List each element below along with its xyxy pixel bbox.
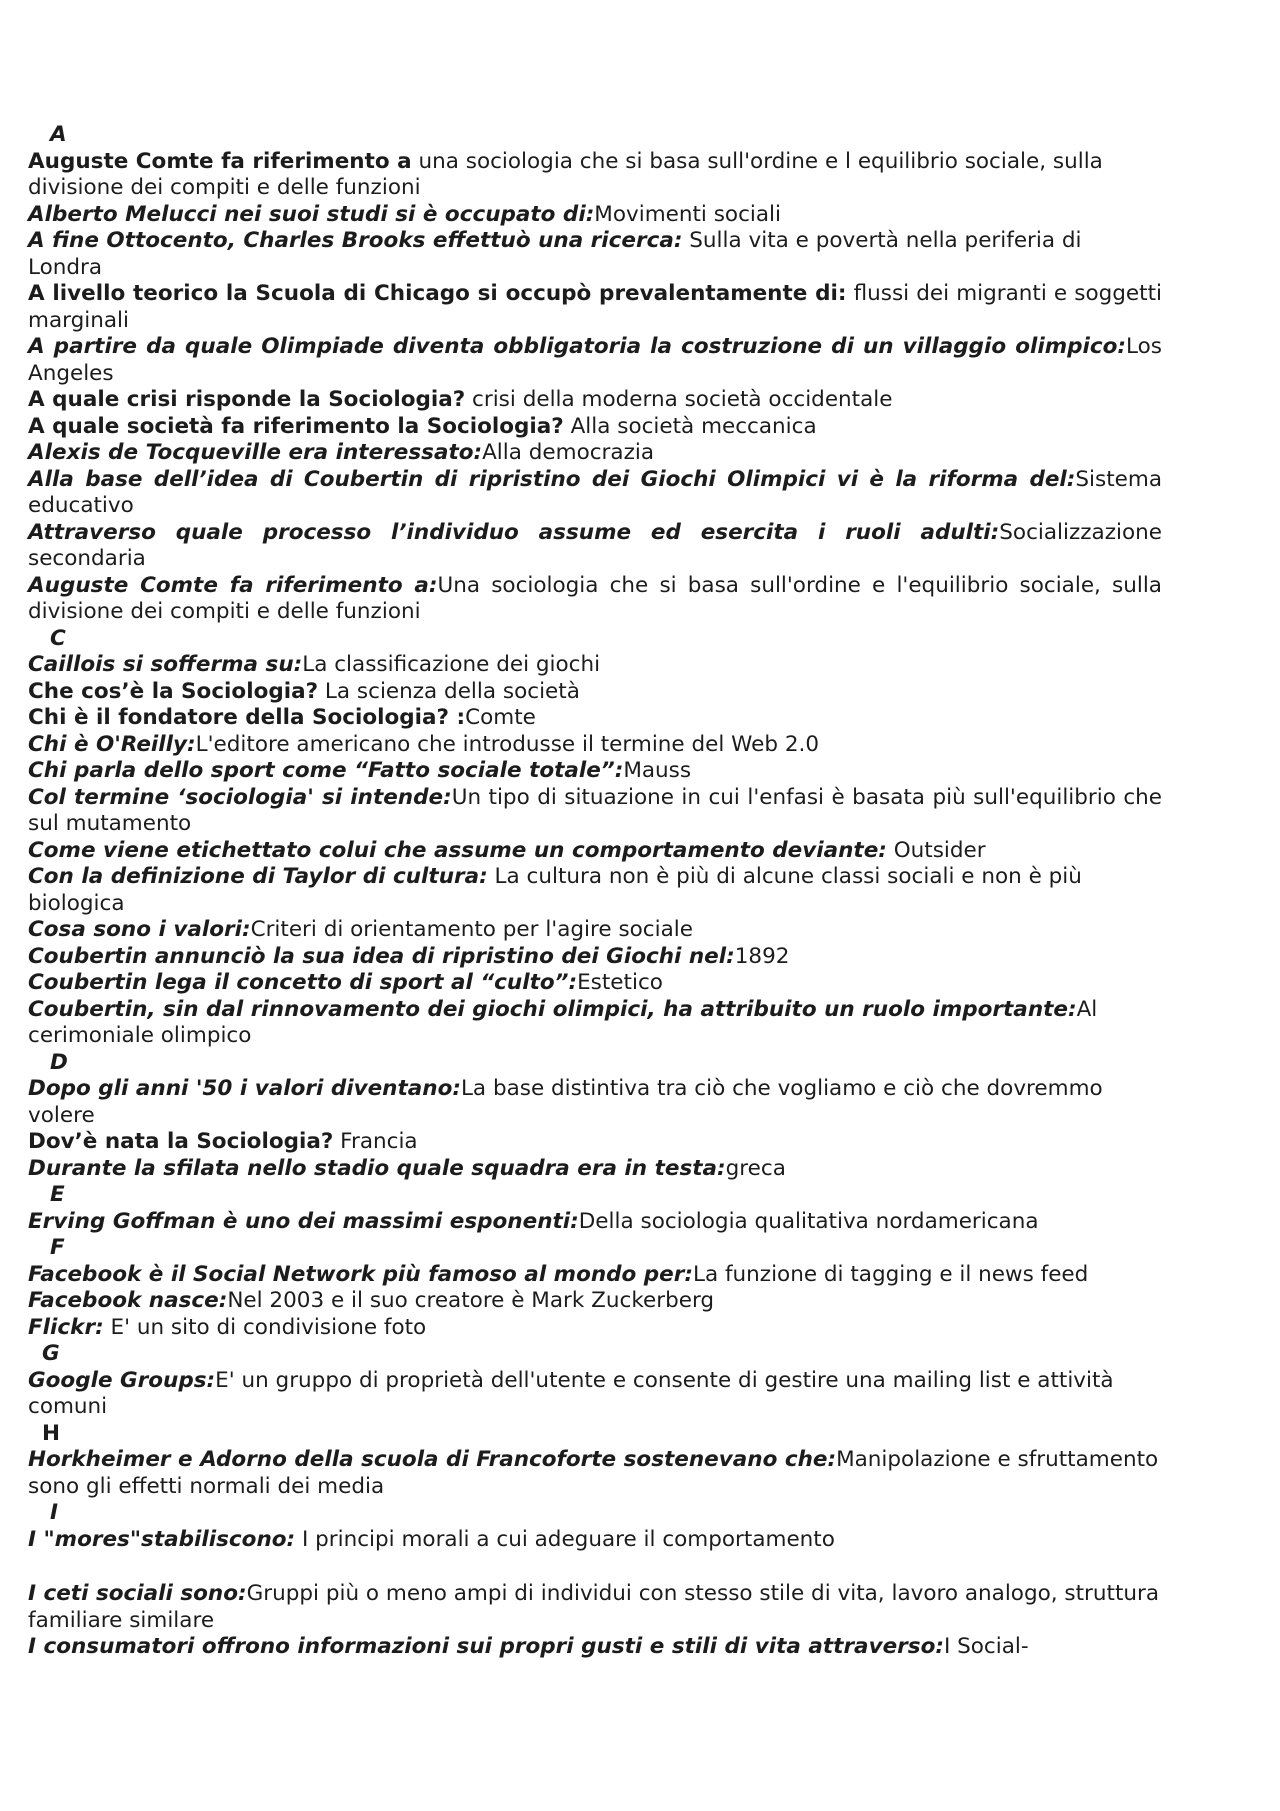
- entry-question: I consumatori offrono informazioni sui propri gusti e stili di vita attraverso:: [28, 1634, 944, 1659]
- entry: [28, 414, 1162, 441]
- entry-answer: Nel 2003 e il suo creatore è Mark Zuckerberg: [227, 1288, 715, 1313]
- entry: [28, 758, 1162, 785]
- entry-question: Erving Goffman è uno dei massimi esponenti:: [28, 1208, 579, 1234]
- entry-question: Facebook nasce:: [28, 1288, 228, 1313]
- entry-answer: Comte: [465, 705, 536, 730]
- entry-answer: flussi dei migranti e soggetti marginali: [28, 281, 1162, 333]
- entry-answer: La cultura non è più di alcune classi sociali e non è più biologica: [28, 864, 1082, 916]
- entry-answer: Movimenti sociali: [594, 201, 782, 227]
- entry: [28, 573, 1162, 626]
- entry-question: Chi parla dello sport come “Fatto sociale totale”:: [28, 758, 624, 783]
- entry-question: Horkheimer e Adorno della scuola di Francoforte sostenevano che:: [28, 1447, 837, 1472]
- entry-question: I "mores"stabiliscono:: [28, 1526, 296, 1552]
- glossary-content: [28, 122, 1162, 1661]
- entry: [28, 387, 1162, 414]
- entry-question: Google Groups:: [28, 1367, 216, 1393]
- entry: [28, 520, 1162, 573]
- entry: [28, 1129, 1162, 1156]
- entry-answer: La scienza della società: [318, 678, 580, 704]
- entry-question: Auguste Comte fa riferimento a: [28, 148, 412, 174]
- entry-question: A quale crisi risponde la Sociologia?: [28, 387, 466, 412]
- entry: [28, 1581, 1162, 1634]
- entry-answer: E' un sito di condivisione foto: [103, 1314, 427, 1340]
- entry-question: Durante la sfilata nello stadio quale squadra era in testa:: [28, 1155, 726, 1181]
- entry: [28, 732, 1162, 759]
- entry-question: Dopo gli anni '50 i valori diventano:: [28, 1076, 461, 1101]
- entry: [28, 1447, 1162, 1500]
- entry-answer: crisi della moderna società occidentale: [465, 387, 893, 412]
- entry-answer: Un tipo di situazione in cui l'enfasi è basata più sull'equilibrio che sul mutamento: [28, 784, 1163, 836]
- entry-answer: Mauss: [623, 758, 692, 783]
- entry: [28, 917, 1162, 944]
- entry-answer: greca: [725, 1155, 786, 1181]
- entry: [28, 467, 1162, 520]
- entry-question: Coubertin annunciò la sua idea di ripristino dei Giochi nel:: [28, 943, 735, 969]
- entry-question: Coubertin lega il concetto di sport al “culto”:: [28, 970, 578, 995]
- entry-answer: Francia: [333, 1129, 418, 1154]
- section-letter-a: A: [50, 122, 67, 147]
- entry: [28, 281, 1162, 334]
- entry: [28, 1262, 1162, 1289]
- entry: [28, 944, 1162, 971]
- entry-question: Dov’è nata la Sociologia?: [28, 1129, 334, 1154]
- section-letter-f: F: [50, 1235, 65, 1260]
- entry: [28, 679, 1162, 706]
- entry-answer: Al cerimoniale olimpico: [28, 996, 1098, 1048]
- entry-question: Facebook è il Social Network più famoso al mondo per:: [28, 1261, 693, 1287]
- section-letter-e: E: [50, 1182, 65, 1207]
- entry: [28, 1288, 1162, 1315]
- entry-answer: Sistema educativo: [28, 466, 1162, 518]
- entry-answer: Outsider: [886, 837, 986, 863]
- section-letter-i: I: [50, 1500, 58, 1525]
- entry-question: A livello teorico la Scuola di Chicago si occupò prevalentamente di:: [28, 281, 847, 306]
- entry-answer: Sulla vita e povertà nella periferia di Londra: [28, 228, 1082, 280]
- entry: [28, 1634, 1162, 1661]
- entry-answer: 1892: [734, 943, 790, 969]
- entry: [28, 228, 1162, 281]
- entry-question: Chi è il fondatore della Sociologia? :: [28, 705, 466, 730]
- entry: [28, 785, 1162, 838]
- entry-answer: Manipolazione e sfruttamento sono gli effetti normali dei media: [28, 1447, 1159, 1499]
- entry-question: Col termine ‘sociologia' si intende:: [28, 784, 452, 810]
- entry-question: A fine Ottocento, Charles Brooks effettuò una ricerca:: [28, 228, 683, 253]
- blank-line: [28, 1553, 1162, 1581]
- entry-question: A partire da quale Olimpiade diventa obbligatoria la costruzione di un villaggio olimpico:: [28, 334, 1127, 359]
- section-letter-c: C: [50, 625, 66, 651]
- entry: [28, 1315, 1162, 1342]
- entry-answer: Socializzazione secondaria: [28, 519, 1162, 571]
- entry-answer: Della sociologia qualitativa nordamericana: [578, 1208, 1039, 1234]
- entry: [28, 997, 1162, 1050]
- entry: [28, 970, 1162, 997]
- entry: [28, 652, 1162, 679]
- entry-answer: Estetico: [577, 970, 663, 995]
- section-letter-h: H: [42, 1420, 60, 1446]
- entry: [28, 440, 1162, 467]
- entry: [28, 705, 1162, 732]
- entry-answer: Criteri di orientamento per l'agire sociale: [250, 917, 693, 942]
- entry-answer: Los Angeles: [28, 334, 1162, 386]
- entry: [28, 1156, 1162, 1183]
- entry-question: Flickr:: [28, 1314, 104, 1340]
- entry-question: Coubertin, sin dal rinnovamento dei giochi olimpici, ha attribuito un ruolo importante:: [28, 996, 1077, 1022]
- entry-question: I ceti sociali sono:: [28, 1581, 247, 1606]
- entry-answer: La base distintiva tra ciò che vogliamo e ciò che dovremmo volere: [28, 1076, 1103, 1128]
- entry: [28, 864, 1162, 917]
- section-letter-d: D: [50, 1049, 68, 1075]
- entry-question: Con la definizione di Taylor di cultura:: [28, 864, 488, 889]
- entry-question: Alexis de Tocqueville era interessato:: [28, 440, 483, 465]
- entry: [28, 838, 1162, 865]
- entry-question: Caillois si sofferma su:: [28, 652, 303, 677]
- entry-answer: I Social-: [943, 1634, 1029, 1659]
- entry-answer: La classificazione dei giochi: [302, 652, 601, 677]
- entry-answer: Una sociologia che si basa sull'ordine e l'equilibrio sociale, sulla divisione dei compiti e delle funzioni: [28, 572, 1162, 624]
- entry-question: Alberto Melucci nei suoi studi si è occupato di:: [28, 201, 595, 227]
- entry: [28, 202, 1162, 229]
- entry-question: Cosa sono i valori:: [28, 917, 251, 942]
- entry-answer: La funzione di tagging e il news feed: [692, 1261, 1089, 1287]
- entry-answer: L'editore americano che introdusse il termine del Web 2.0: [195, 731, 820, 757]
- entry-question: Come viene etichettato colui che assume un comportamento deviante:: [28, 837, 887, 863]
- entry: [28, 149, 1162, 202]
- entry-answer: E' un gruppo di proprietà dell'utente e consente di gestire una mailing list e attività comuni: [28, 1367, 1114, 1419]
- entry: [28, 1368, 1162, 1421]
- entry: [28, 1527, 1162, 1554]
- entry-answer: una sociologia che si basa sull'ordine e l equilibrio sociale, sulla divisione dei compiti e delle funzioni: [28, 148, 1103, 200]
- entry-question: Che cos’è la Sociologia?: [28, 678, 319, 704]
- entry-answer: Alla società meccanica: [563, 413, 817, 439]
- entry-answer: Gruppi più o meno ampi di individui con stesso stile di vita, lavoro analogo, struttura familiare similare: [28, 1581, 1160, 1633]
- entry-answer: Alla democrazia: [482, 440, 654, 465]
- entry: [28, 1076, 1162, 1129]
- entry-answer: I principi morali a cui adeguare il comportamento: [295, 1526, 835, 1552]
- entry-question: Auguste Comte fa riferimento a:: [28, 572, 438, 598]
- entry-question: Attraverso quale processo l’individuo assume ed esercita i ruoli adulti:: [28, 519, 1000, 545]
- section-letter-g: G: [42, 1341, 60, 1366]
- entry-question: Chi è O'Reilly:: [28, 731, 196, 757]
- entry-question: Alla base dell’idea di Coubertin di ripristino dei Giochi Olimpici vi è la riforma del:: [28, 466, 1076, 492]
- entry: [28, 334, 1162, 387]
- entry-question: A quale società fa riferimento la Sociologia?: [28, 413, 564, 439]
- entry: [28, 1209, 1162, 1236]
